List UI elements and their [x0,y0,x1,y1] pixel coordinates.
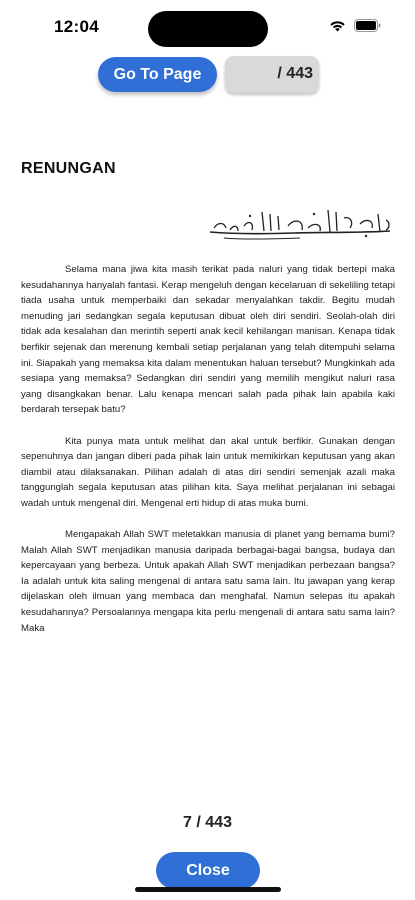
page-number-input[interactable] [233,64,275,87]
wifi-icon [329,19,346,32]
close-button[interactable]: Close [156,852,260,889]
document-heading: RENUNGAN [21,160,116,177]
page-total-label: / 443 [277,65,313,82]
dynamic-island [148,11,268,47]
home-indicator [135,887,281,892]
document-body [21,262,395,652]
paragraph: Mengapakah Allah SWT meletakkan manusia di planet yang bernama bumi? Malah Allah SWT menjadikan manusia daripada berbagai-bagai bangsa, budaya dan kepercayaan yang berbeza. Untuk apakah Allah SWT menjadikan perbezaan bangsa? Ia adalah untuk kita saling mengenal di antara satu sama lain. Itu jawapan yang kerap dijelaskan oleh ilmuan yang membaca dan menghafal. Namun selepas itu apakah kesudahannya? Persoalannya mengapa kita perlu mengenali di antara satu sama lain? Maka [21,529,395,634]
go-to-page-button[interactable]: Go To Page [98,57,217,92]
paragraph: Selama mana jiwa kita masih terikat pada naluri yang tidak bertepi maka kesudahannya hanyalah fantasi. Kerap mengeluh dengan kecelaruan di sekeliling tetapi tiada usaha untuk memperbaiki dan sekadar menyalahkan takdir. Begitu mudah menuding jari sedangkan segala keputusan dibuat oleh diri sendiri. Seolah-olah diri tidak ada kesalahan dan merintih seperti anak kecil kehilangan manisan. Kenapa tidak berfikir sejenak dan merenung kembali setiap perjalanan yang telah ditempuhi selama ini. Siapakah yang memaksa kita dalam menentukan haluan tersebut? Mungkinkah ada sesiapa yang memaksa? Sedangkan diri sendiri yang memilih mengikut naluri rasa yang disangkakan benar. Lalu kenapa mencari salah pada pihak lain apabila kaki berdarah tersepak batu? [21,264,395,416]
bismillah-calligraphy [204,204,394,244]
page-number-field[interactable] [225,56,319,93]
paragraph: Kita punya mata untuk melihat dan akal untuk berfikir. Gunakan dengan sepenuhnya dan jangan diberi pada pihak lain untuk memikirkan keputusan yang akan diambil atau dilaksanakan. Pilihan adalah di atas diri sendiri semenjak azali maka tanggunglah segala keputusan atas pilihan kita. Saya melihat perjalanan ini sebagai wadah untuk mengenal diri. Mengenal erti hidup di atas muka bumi. [21,435,395,509]
document-page [0,150,415,790]
page-indicator: 7 / 443 [183,814,232,831]
status-icons [329,19,381,32]
status-bar [0,0,415,56]
status-time: 12:04 [54,17,99,36]
battery-icon [354,19,381,32]
